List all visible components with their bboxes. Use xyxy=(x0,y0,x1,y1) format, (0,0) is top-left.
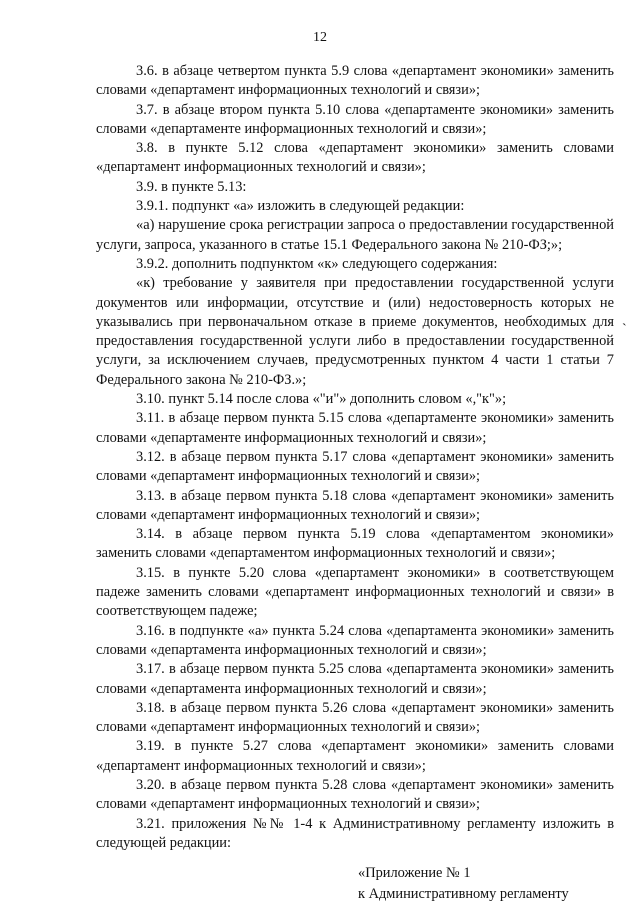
paragraph-3-11: 3.11. в абзаце первом пункта 5.15 слова «департаменте экономики» заменить словами «департаменте информационных технологий и связи»; xyxy=(96,410,614,446)
paragraph-3-15: 3.15. в пункте 5.20 слова «департамент экономики» в соответствующем падеже заменить словами «департамент информационных технологий и связи» в соответствующем падеже; xyxy=(96,564,614,620)
page-number: 12 xyxy=(313,30,327,45)
appendix-heading xyxy=(96,863,614,905)
appendix-title: «Приложение № 1 xyxy=(358,865,471,882)
paragraph-3-9-2: 3.9.2. дополнить подпунктом «к» следующего содержания: xyxy=(136,255,498,272)
paragraph-3-7: 3.7. в абзаце втором пункта 5.10 слова «департаменте экономики» заменить словами «департаменте информационных технологий и связи»; xyxy=(96,101,614,137)
paragraph-3-19: 3.19. в пункте 5.27 слова «департамент экономики» заменить словами «департамент информационных технологий и связи»; xyxy=(96,738,614,774)
paragraph-3-8: 3.8. в пункте 5.12 слова «департамент экономики» заменить словами «департамент информационных технологий и связи»; xyxy=(96,140,614,176)
paragraph-subitem-a: «а) нарушение срока регистрации запроса о предоставлении государственной услуги, запроса, указанного в статье 15.1 Федерального закона № 210-ФЗ;»; xyxy=(96,217,614,253)
paragraph-3-6: 3.6. в абзаце четвертом пункта 5.9 слова «департамент экономики» заменить словами «департамент информационных технологий и связи»; xyxy=(96,63,614,99)
paragraph-3-9: 3.9. в пункте 5.13: xyxy=(136,178,247,195)
document-body xyxy=(96,62,614,905)
margin-mark: ` xyxy=(622,322,627,337)
paragraph-3-20: 3.20. в абзаце первом пункта 5.28 слова «департамент экономики» заменить словами «департамент информационных технологий и связи»; xyxy=(96,776,614,813)
paragraph-3-21: 3.21. приложения №№ 1-4 к Административному регламенту изложить в следующей редакции: xyxy=(96,815,614,851)
paragraph-3-18: 3.18. в абзаце первом пункта 5.26 слова «департамент экономики» заменить словами «департамент информационных технологий и связи»; xyxy=(96,699,614,736)
paragraph-3-14: 3.14. в абзаце первом пункта 5.19 слова «департаментом экономики» заменить словами «департаментом информационных технологий и связи»; xyxy=(96,526,614,562)
paragraph-3-17: 3.17. в абзаце первом пункта 5.25 слова «департамента экономики» заменить словами «департамента информационных технологий и связи»; xyxy=(96,661,614,697)
appendix-subtitle: к Административному регламенту xyxy=(358,886,569,903)
paragraph-3-16: 3.16. в подпункте «а» пункта 5.24 слова «департамента экономики» заменить словами «департамента информационных технологий и связи»; xyxy=(96,622,614,658)
paragraph-subitem-k: «к) требование у заявителя при предоставлении государственной услуги документов или информации, отсутствие и (или) недостоверность которых не указывались при первоначальном отказе в приеме документов, необходимых для предоставления государственной услуги либо в предоставлении государственной услуги, за исключением случаев, предусмотренных пунктом 4 части 1 статьи 7 Федерального закона № 210-ФЗ.»; xyxy=(96,275,614,388)
paragraph-3-13: 3.13. в абзаце первом пункта 5.18 слова «департамент экономики» заменить словами «департамент информационных технологий и связи»; xyxy=(96,487,614,523)
paragraph-3-12: 3.12. в абзаце первом пункта 5.17 слова «департамент экономики» заменить словами «департамент информационных технологий и связи»; xyxy=(96,448,614,485)
paragraph-3-10: 3.10. пункт 5.14 после слова «"и"» дополнить словом «,"к"»; xyxy=(136,391,507,408)
paragraph-3-9-1: 3.9.1. подпункт «а» изложить в следующей редакции: xyxy=(136,198,465,215)
